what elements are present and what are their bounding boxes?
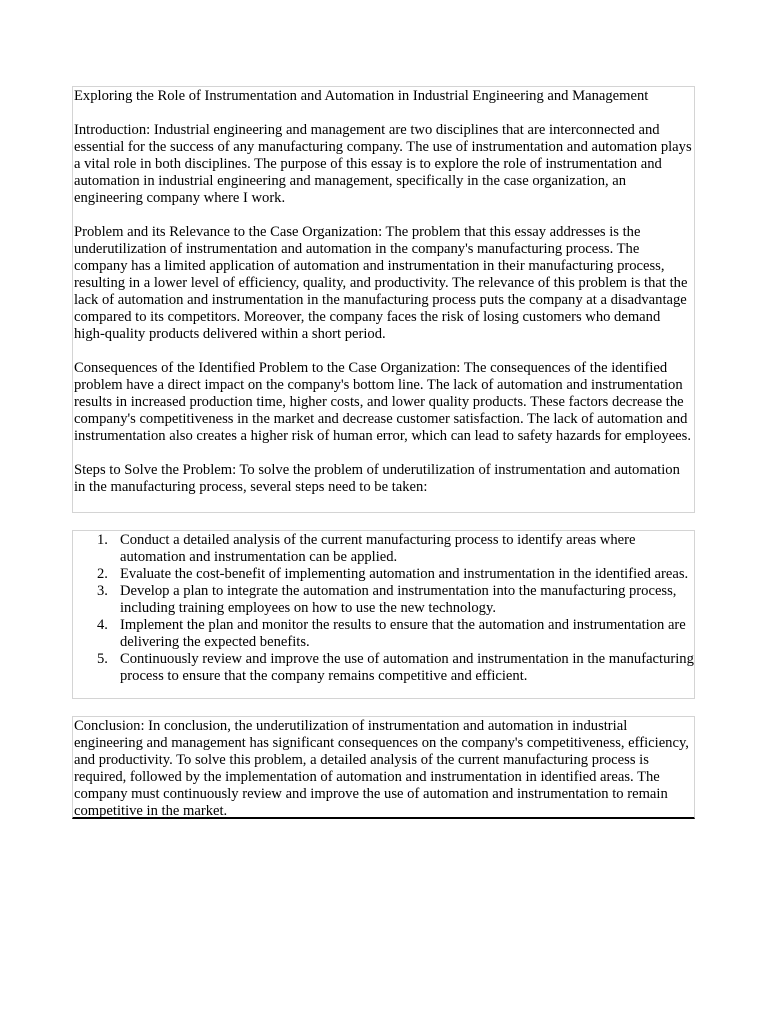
list-item: Evaluate the cost-benefit of implementing automation and instrumentation in the identified areas. bbox=[120, 566, 689, 582]
problem-paragraph: Problem and its Relevance to the Case Organization: The problem that this essay addresses is the underutilization of instrumentation and automation in the company's manufacturing process. The company has a limited application of automation and instrumentation in their manufacturing process, resulting in a lower level of efficiency, quality, and productivity. The relevance of this problem is that the lack of automation and instrumentation in the manufacturing process puts the company at a disadvantage compared to its competitors. Moreover, the company faces the risk of losing customers who demand high-quality products delivered within a short period. bbox=[74, 224, 688, 342]
consequences-paragraph: Consequences of the Identified Problem to the Case Organization: The consequences of the identified problem have a direct impact on the company's bottom line. The lack of automation and instrumentation results in increased production time, higher costs, and lower quality products. These factors decrease the company's competitiveness in the market and decrease customer satisfaction. The lack of automation and instrumentation also creates a higher risk of human error, which can lead to safety hazards for employees. bbox=[74, 360, 691, 444]
list-item: Develop a plan to integrate the automation and instrumentation into the manufacturing process, including training employees on how to use the new technology. bbox=[120, 583, 677, 616]
list-item: Implement the plan and monitor the results to ensure that the automation and instrumentation are delivering the expected benefits. bbox=[120, 617, 686, 650]
steps-list-block bbox=[72, 530, 695, 699]
steps-intro-paragraph: Steps to Solve the Problem: To solve the problem of underutilization of instrumentation and automation in the manufacturing process, several steps need to be taken: bbox=[74, 462, 680, 495]
conclusion-paragraph: Conclusion: In conclusion, the underutilization of instrumentation and automation in industrial engineering and management has significant consequences on the company's competitiveness, efficiency, and productivity. To solve this problem, a detailed analysis of the current manufacturing process is required, followed by the implementation of automation and instrumentation in identified areas. The company must continuously review and improve the use of automation and instrumentation to remain competitive in the market. bbox=[74, 718, 689, 819]
document-title: Exploring the Role of Instrumentation and Automation in Industrial Engineering and Management bbox=[74, 88, 649, 104]
list-item: Conduct a detailed analysis of the current manufacturing process to identify areas where automation and instrumentation can be applied. bbox=[120, 532, 636, 565]
conclusion-block bbox=[72, 716, 695, 819]
steps-list bbox=[73, 532, 694, 685]
essay-body-block bbox=[72, 86, 695, 513]
introduction-paragraph: Introduction: Industrial engineering and management are two disciplines that are interconnected and essential for the success of any manufacturing company. The use of instrumentation and automation plays a vital role in both disciplines. The purpose of this essay is to explore the role of instrumentation and automation in industrial engineering and management, specifically in the case organization, an engineering company where I work. bbox=[74, 122, 692, 206]
list-item: Continuously review and improve the use of automation and instrumentation in the manufacturing process to ensure that the company remains competitive and efficient. bbox=[120, 651, 694, 684]
